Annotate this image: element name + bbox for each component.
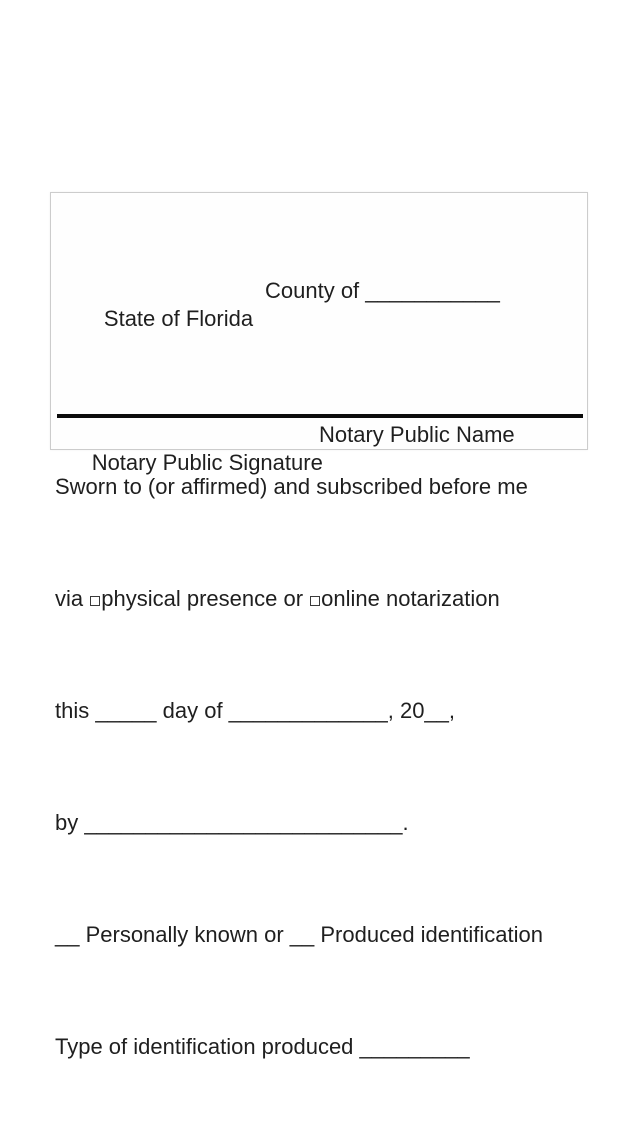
physical-presence-label: physical presence or xyxy=(101,586,310,611)
via-line xyxy=(55,585,543,613)
via-label: via xyxy=(55,586,90,611)
county-label: County of ___________ xyxy=(265,278,500,303)
signature-labels-row xyxy=(55,421,575,533)
by-line: by __________________________. xyxy=(55,810,409,835)
date-line: this _____ day of _____________, 20__, xyxy=(55,698,456,723)
notary-stamp-box xyxy=(50,192,588,1059)
type-of-identification-line: Type of identification produced _________ xyxy=(55,1034,470,1059)
state-county-line xyxy=(55,277,543,389)
stamp-text-block xyxy=(55,193,543,1145)
identification-method-line: __ Personally known or __ Produced identification xyxy=(55,922,543,947)
notary-public-signature-label: Notary Public Signature xyxy=(91,450,323,475)
state-label: State of Florida xyxy=(103,306,254,331)
online-notarization-label: online notarization xyxy=(321,586,500,611)
physical-presence-checkbox-icon xyxy=(90,596,100,606)
online-notarization-checkbox-icon xyxy=(310,596,320,606)
notary-public-name-label: Notary Public Name xyxy=(319,422,515,447)
sworn-line: Sworn to (or affirmed) and subscribed before me xyxy=(55,474,528,499)
signature-rule xyxy=(57,414,583,418)
